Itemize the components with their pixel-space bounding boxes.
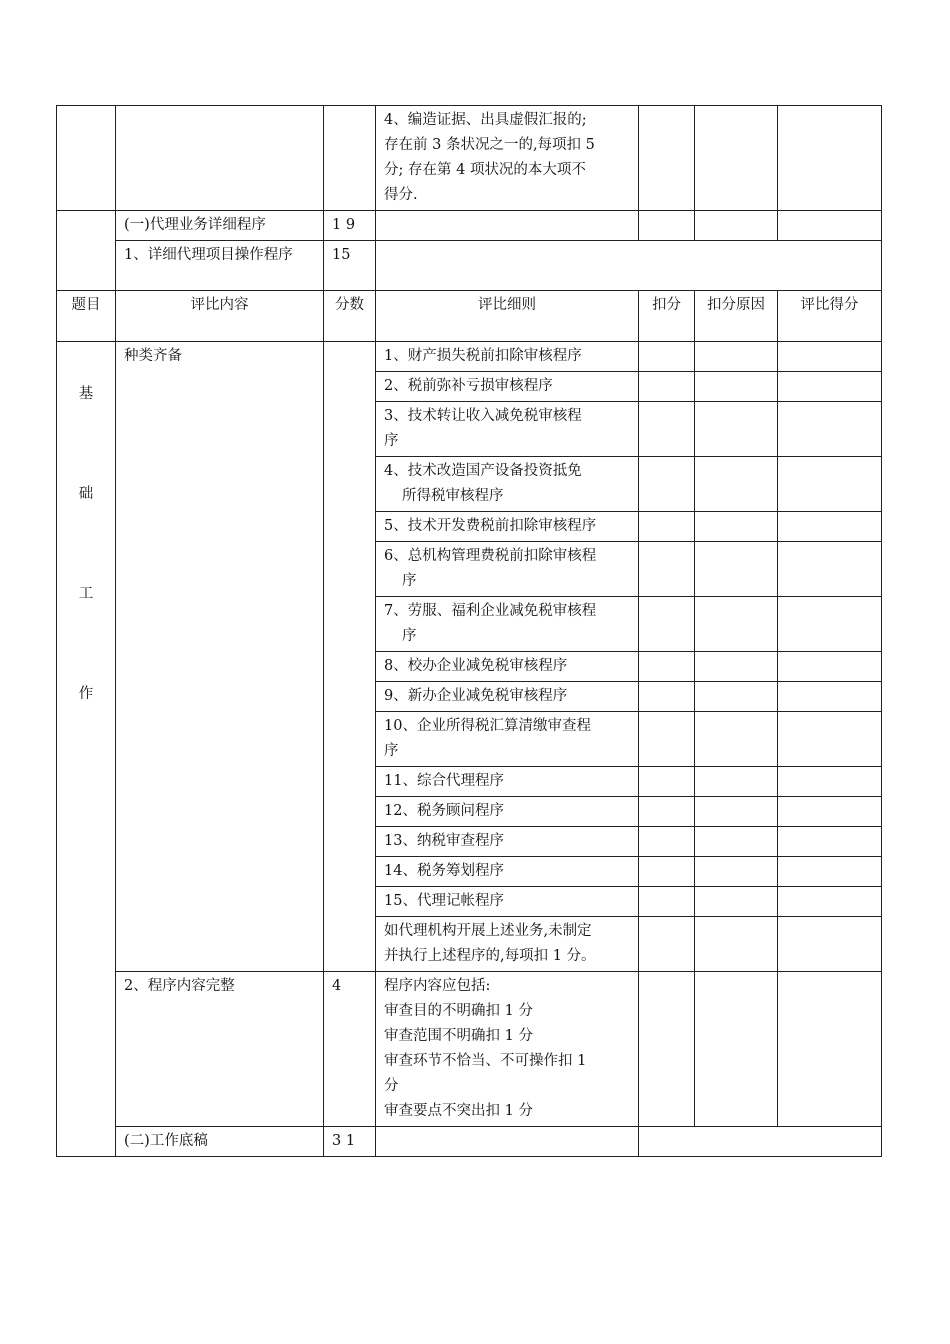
item-one-score: 15	[324, 241, 376, 291]
deduct-cell	[639, 512, 695, 542]
final-score-cell	[778, 682, 882, 712]
final-score-cell	[778, 857, 882, 887]
variety-item	[376, 402, 639, 457]
detail-cell	[376, 1127, 639, 1157]
section-two-row	[57, 1127, 882, 1157]
topic-char: 础	[78, 486, 94, 502]
final-score-cell	[778, 372, 882, 402]
variety-item	[376, 682, 639, 712]
reason-cell	[695, 372, 778, 402]
reason-cell	[695, 457, 778, 512]
topic-char: 工	[78, 586, 94, 602]
final-score-cell	[778, 512, 882, 542]
variety-item-line: 序	[402, 628, 417, 644]
completeness-label: 2、程序内容完整	[116, 972, 324, 1127]
variety-item-line: 9、新办企业减免税审核程序	[384, 688, 568, 704]
section-two-blank	[639, 1127, 882, 1157]
header-score: 分数	[324, 291, 376, 342]
item-one-content: 1、详细代理项目操作程序	[116, 241, 324, 291]
final-score-cell	[778, 402, 882, 457]
section-one-content: (一)代理业务详细程序	[116, 211, 324, 241]
variety-item-line: 如代理机构开展上述业务,未制定	[384, 923, 592, 939]
completeness-score: 4	[324, 972, 376, 1127]
final-score-cell	[778, 106, 882, 211]
variety-item-line: 所得税审核程序	[402, 488, 504, 504]
item-one-blank	[376, 241, 882, 291]
deduct-cell	[639, 597, 695, 652]
completeness-line: 审查范围不明确扣 1 分	[384, 1028, 533, 1044]
deduct-cell	[639, 372, 695, 402]
variety-item	[376, 542, 639, 597]
header-details: 评比细则	[376, 291, 639, 342]
reason-cell	[695, 767, 778, 797]
variety-item-line: 15、代理记帐程序	[384, 893, 504, 909]
deduct-cell	[639, 857, 695, 887]
evaluation-table	[56, 105, 882, 1157]
reason-cell	[695, 887, 778, 917]
variety-row	[57, 342, 882, 372]
variety-item-line: 10、企业所得税汇算清缴审查程	[384, 718, 591, 734]
header-reason: 扣分原因	[695, 291, 778, 342]
topic-foundation-work	[57, 342, 116, 1157]
variety-item-line: 8、校办企业减免税审核程序	[384, 658, 568, 674]
content-cell-empty	[116, 106, 324, 211]
variety-item	[376, 597, 639, 652]
final-score-cell	[778, 542, 882, 597]
variety-item-line: 并执行上述程序的,每项扣 1 分。	[384, 948, 596, 964]
section-one-score: 1 9	[324, 211, 376, 241]
completeness-line: 分	[384, 1078, 399, 1094]
reason-cell	[695, 797, 778, 827]
detail-cell	[376, 211, 639, 241]
variety-item-line: 序	[384, 433, 399, 449]
variety-item-line: 11、综合代理程序	[384, 773, 504, 789]
reason-cell	[695, 972, 778, 1127]
reason-cell	[695, 712, 778, 767]
deduct-cell	[639, 342, 695, 372]
reason-cell	[695, 682, 778, 712]
variety-item	[376, 887, 639, 917]
variety-item	[376, 857, 639, 887]
final-score-cell	[778, 457, 882, 512]
variety-item	[376, 652, 639, 682]
variety-item	[376, 512, 639, 542]
deduct-cell	[639, 682, 695, 712]
topic-cell-empty	[57, 211, 116, 291]
variety-item-line: 14、税务筹划程序	[384, 863, 504, 879]
deduct-cell	[639, 712, 695, 767]
completeness-details	[376, 972, 639, 1127]
detail-line: 4、编造证据、出具虚假汇报的;	[384, 112, 587, 128]
completeness-line: 审查要点不突出扣 1 分	[384, 1103, 533, 1119]
deduct-cell	[639, 797, 695, 827]
variety-item-line: 5、技术开发费税前扣除审核程序	[384, 518, 597, 534]
completeness-line: 审查环节不恰当、不可操作扣 1	[384, 1053, 587, 1069]
detail-line: 存在前 3 条状况之一的,每项扣 5	[384, 137, 595, 153]
topic-cell-empty	[57, 106, 116, 211]
deduct-cell	[639, 972, 695, 1127]
reason-cell	[695, 857, 778, 887]
detail-line: 得分.	[384, 187, 418, 203]
reason-cell	[695, 512, 778, 542]
variety-item	[376, 827, 639, 857]
final-score-cell	[778, 712, 882, 767]
variety-item-line: 13、纳税审查程序	[384, 833, 504, 849]
variety-item	[376, 797, 639, 827]
deduct-cell	[639, 827, 695, 857]
variety-item	[376, 712, 639, 767]
final-score-cell	[778, 917, 882, 972]
deduct-cell	[639, 457, 695, 512]
deduct-cell	[639, 887, 695, 917]
variety-item-line: 4、技术改造国产设备投资抵免	[384, 463, 582, 479]
detail-cell	[376, 106, 639, 211]
final-score-cell	[778, 797, 882, 827]
topic-char: 作	[78, 686, 94, 702]
reason-cell	[695, 652, 778, 682]
header-deduct: 扣分	[639, 291, 695, 342]
variety-item-line: 12、税务顾问程序	[384, 803, 504, 819]
reason-cell	[695, 342, 778, 372]
final-score-cell	[778, 887, 882, 917]
final-score-cell	[778, 972, 882, 1127]
deduct-cell	[639, 542, 695, 597]
header-content: 评比内容	[116, 291, 324, 342]
reason-cell	[695, 917, 778, 972]
variety-item	[376, 767, 639, 797]
reason-cell	[695, 211, 778, 241]
item-one-row	[57, 241, 882, 291]
variety-item-line: 序	[402, 573, 417, 589]
section-two-content: (二)工作底稿	[116, 1127, 324, 1157]
final-score-cell	[778, 827, 882, 857]
deduct-cell	[639, 106, 695, 211]
final-score-cell	[778, 597, 882, 652]
variety-label: 种类齐备	[116, 342, 324, 972]
final-score-cell	[778, 342, 882, 372]
variety-item-line: 序	[384, 743, 399, 759]
section-two-score: 3 1	[324, 1127, 376, 1157]
reason-cell	[695, 542, 778, 597]
completeness-line: 程序内容应包括:	[384, 978, 491, 994]
reason-cell	[695, 402, 778, 457]
deduct-cell	[639, 402, 695, 457]
variety-item-line: 6、总机构管理费税前扣除审核程	[384, 548, 597, 564]
variety-item-line: 1、财产损失税前扣除审核程序	[384, 348, 582, 364]
header-topic: 题目	[57, 291, 116, 342]
final-score-cell	[778, 652, 882, 682]
reason-cell	[695, 827, 778, 857]
score-cell-empty	[324, 106, 376, 211]
deduct-cell	[639, 917, 695, 972]
variety-item-line: 2、税前弥补亏损审核程序	[384, 378, 553, 394]
variety-item-line: 7、劳服、福利企业减免税审核程	[384, 603, 597, 619]
detail-line: 分; 存在第 4 项状况的本大项不	[384, 162, 586, 178]
topic-char: 基	[78, 386, 94, 402]
variety-score	[324, 342, 376, 972]
reason-cell	[695, 597, 778, 652]
deduct-cell	[639, 652, 695, 682]
reason-cell	[695, 106, 778, 211]
continuation-row	[57, 106, 882, 211]
variety-item-line: 3、技术转让收入减免税审核程	[384, 408, 582, 424]
variety-item	[376, 342, 639, 372]
deduct-cell	[639, 767, 695, 797]
completeness-line: 审查目的不明确扣 1 分	[384, 1003, 533, 1019]
variety-item	[376, 372, 639, 402]
header-row	[57, 291, 882, 342]
final-score-cell	[778, 767, 882, 797]
final-score-cell	[778, 211, 882, 241]
section-one-row	[57, 211, 882, 241]
deduct-cell	[639, 211, 695, 241]
variety-item	[376, 917, 639, 972]
variety-item	[376, 457, 639, 512]
completeness-row	[57, 972, 882, 1127]
header-final: 评比得分	[778, 291, 882, 342]
